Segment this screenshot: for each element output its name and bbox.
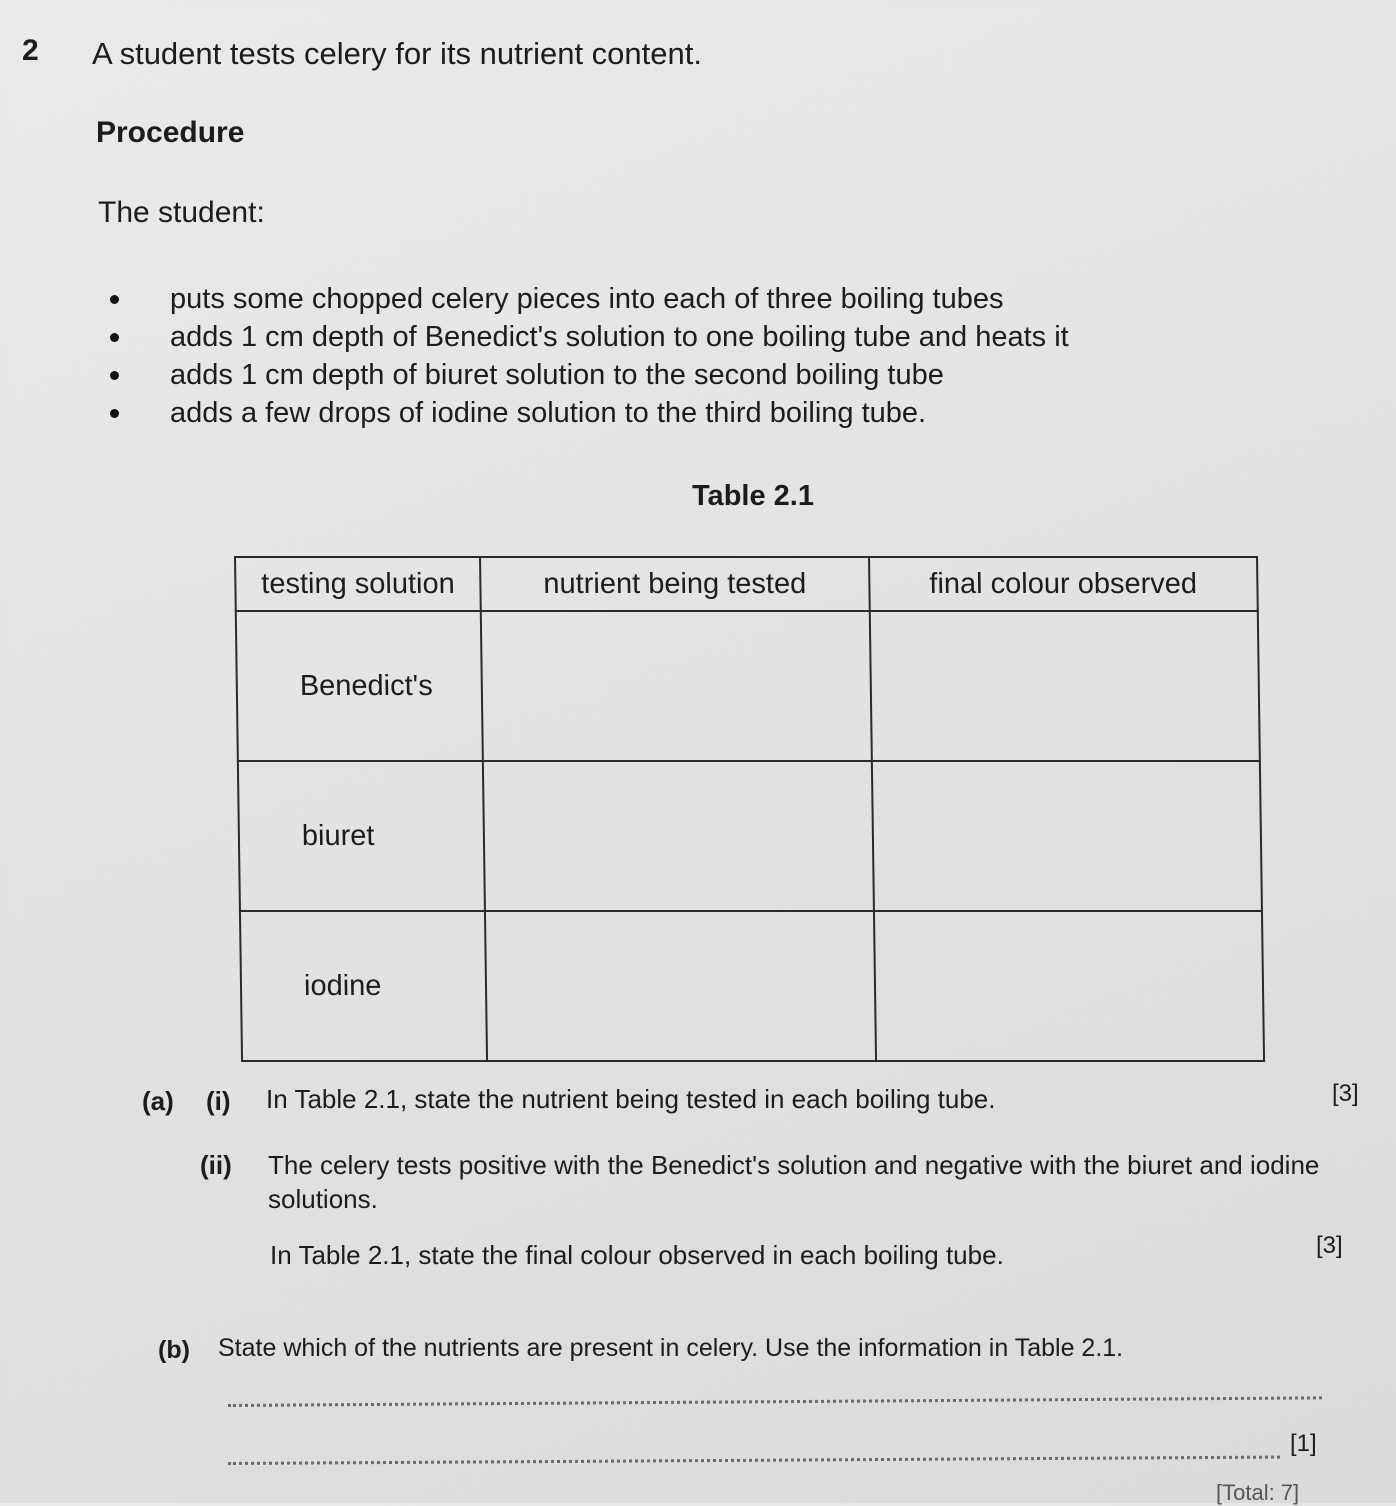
bullet-icon [110, 371, 119, 380]
cell-colour-answer[interactable] [869, 611, 1259, 761]
header-final-colour-observed: final colour observed [869, 557, 1258, 611]
cell-testing-solution: Benedict's [236, 611, 483, 761]
table-row [238, 761, 1262, 911]
bullet-icon [110, 333, 119, 342]
cell-nutrient-answer[interactable] [485, 911, 875, 1061]
procedure-step [104, 394, 1069, 432]
cell-testing-solution: biuret [238, 761, 485, 911]
procedure-step-text: adds 1 cm depth of Benedict's solution to one boiling tube and heats it [170, 321, 1069, 353]
cell-colour-answer[interactable] [871, 761, 1261, 911]
answer-line[interactable] [228, 1396, 1322, 1407]
bullet-icon [110, 295, 119, 304]
bullet-icon [110, 409, 119, 418]
part-a-i-text: In Table 2.1, state the nutrient being tested in each boiling tube. [266, 1084, 996, 1114]
procedure-step-text: puts some chopped celery pieces into each of three boiling tubes [170, 283, 1004, 315]
table-header-row [235, 557, 1258, 611]
procedure-step [104, 318, 1069, 356]
results-table [234, 556, 1265, 1062]
procedure-steps-list [104, 280, 1069, 432]
procedure-step-text: adds a few drops of iodine solution to the third boiling tube. [170, 397, 927, 429]
cell-nutrient-answer[interactable] [483, 761, 873, 911]
part-a-ii-text: The celery tests positive with the Benedict's solution and negative with the biuret and iodine solutions. [268, 1150, 1320, 1214]
table-row [236, 611, 1260, 761]
procedure-lead-in: The student: [98, 196, 265, 229]
question-intro: A student tests celery for its nutrient content. [92, 36, 702, 71]
part-a-ii-instruction: In Table 2.1, state the final colour observed in each boiling tube. [270, 1240, 1004, 1270]
procedure-step [104, 280, 1069, 318]
procedure-heading: Procedure [96, 116, 245, 149]
part-a-i-marks: [3] [1332, 1080, 1359, 1107]
part-b-marks: [1] [1290, 1430, 1317, 1457]
cell-nutrient-answer[interactable] [481, 611, 871, 761]
part-b-label: (b) [158, 1336, 190, 1364]
part-b-text: State which of the nutrients are present in celery. Use the information in Table 2.1. [218, 1334, 1124, 1362]
answer-line[interactable] [228, 1456, 1280, 1465]
procedure-step-text: adds 1 cm depth of biuret solution to the second boiling tube [170, 359, 944, 391]
part-a-i-label: (i) [206, 1086, 231, 1116]
cell-colour-answer[interactable] [874, 911, 1264, 1061]
part-a-ii-label: (ii) [200, 1150, 232, 1180]
procedure-step [104, 356, 1069, 394]
header-nutrient-being-tested: nutrient being tested [480, 557, 869, 611]
question-number: 2 [22, 34, 39, 67]
header-testing-solution: testing solution [235, 557, 481, 611]
cell-testing-solution: iodine [240, 911, 487, 1061]
total-marks: [Total: 7] [1216, 1480, 1300, 1505]
part-a-ii-marks: [3] [1316, 1232, 1343, 1259]
table-row [240, 911, 1264, 1061]
table-title: Table 2.1 [692, 480, 814, 512]
part-a-label: (a) [142, 1086, 174, 1116]
